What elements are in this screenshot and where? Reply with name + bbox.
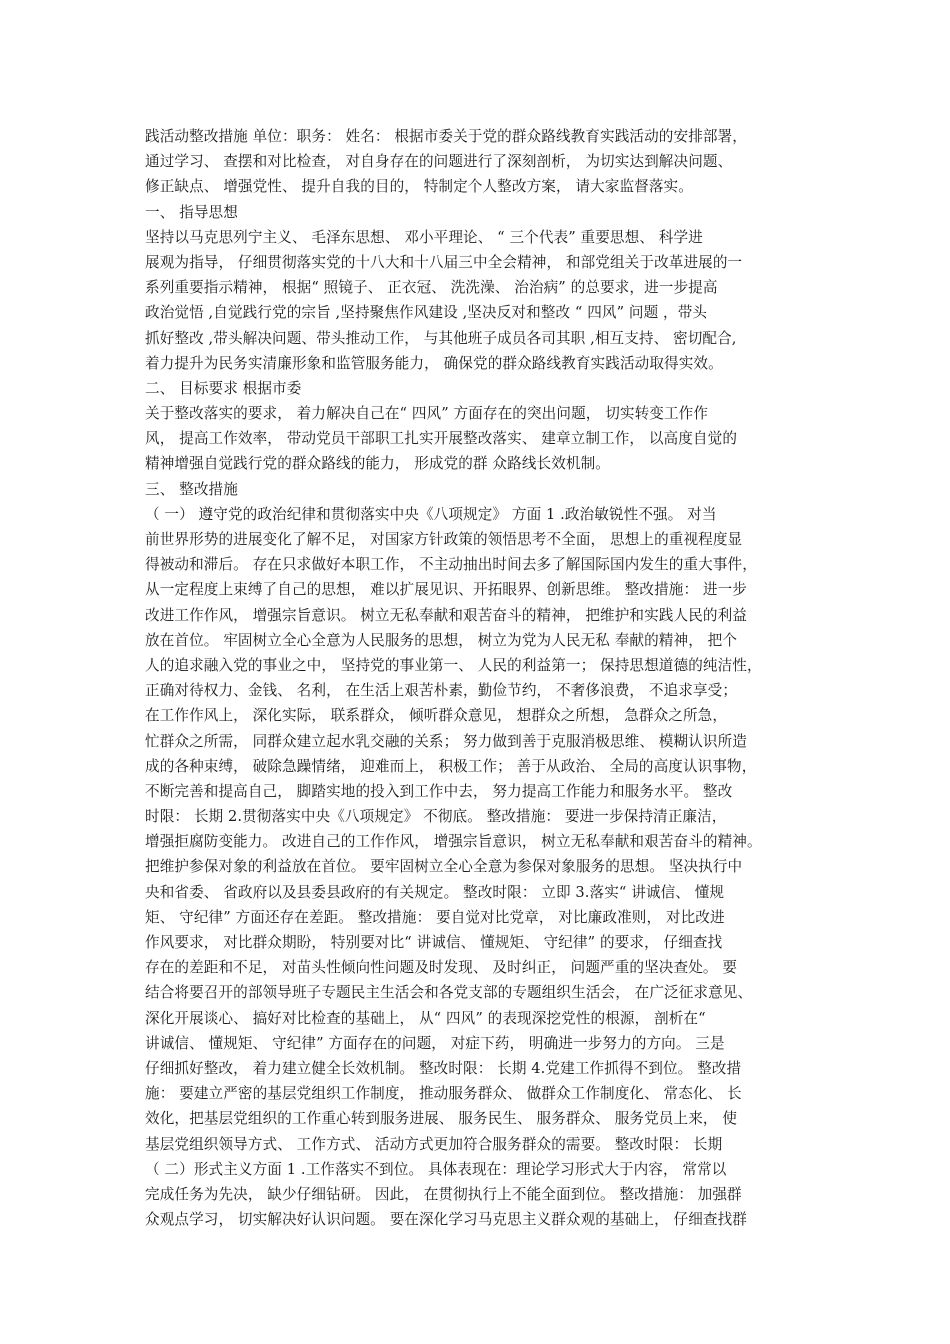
text-line: 作风要求， 对比群众期盼， 特别要对比“ 讲诚信、 懂规矩、 守纪律” 的要求， 仔细查找 xyxy=(145,934,723,951)
text-line: 存在的差距和不足， 对苗头性倾向性问题及时发现、 及时纠正， 问题严重的坚决查处。 要 xyxy=(145,959,738,977)
text-line: 得被动和滞后。 存在只求做好本职工作， 不主动抽出时间去多了解国际国内发生的重大事件， xyxy=(145,556,757,574)
text-line: 着力提升为民务实清廉形象和监管服务能力， 确保党的群众路线教育实践活动取得实效。 xyxy=(145,354,723,372)
text-line: 关于整改落实的要求， 着力解决自己在“ 四风” 方面存在的突出问题， 切实转变工作作 xyxy=(145,405,709,423)
text-line: 施： 要建立严密的基层党组织工作制度， 推动服务群众、 做群众工作制度化、 常态化、 长 xyxy=(145,1085,742,1103)
text-line: 一、 指导思想 xyxy=(145,203,238,221)
text-line: 放在首位。 牢固树立全心全意为人民服务的思想， 树立为党为人民无私 奉献的精神， 把个 xyxy=(145,631,738,649)
text-line: 效化，把基层党组织的工作重心转到服务进展、 服务民生、 服务群众、 服务党员上来， 使 xyxy=(145,1110,738,1128)
text-line: 央和省委、 省政府以及县委县政府的有关规定。 整改时限： 立即 3.落实“ 讲诚信、 懂规 xyxy=(145,883,725,901)
text-line: 通过学习、 查摆和对比检查， 对自身存在的问题进行了深刻剖析， 为切实达到解决问题、 xyxy=(145,153,733,171)
text-line: 把维护参保对象的利益放在首位。 要牢固树立全心全意为参保对象服务的思想。 坚决执行中 xyxy=(145,858,743,876)
text-line: 精神增强自觉践行党的群众路线的能力， 形成党的群 众路线长效机制。 xyxy=(145,455,610,473)
text-line: 忙群众之所需， 同群众建立起水乳交融的关系； 努力做到善于克服消极思维、 模糊认识所造 xyxy=(145,732,747,750)
text-line: 增强拒腐防变能力。 改进自己的工作作风， 增强宗旨意识， 树立无私奉献和艰苦奋斗的精神。 xyxy=(145,833,762,851)
text-line: 践活动整改措施 单位：职务： 姓名： 根据市委关于党的群众路线教育实践活动的安排部署， xyxy=(145,128,747,145)
text-line: 从一定程度上束缚了自己的思想， 难以扩展见识、开拓眼界、创新思维。 整改措施： 进一步 xyxy=(145,581,747,599)
text-line: 结合将要召开的部领导班子专题民主生活会和各党支部的专题组织生活会， 在广泛征求意见、 xyxy=(145,984,753,1002)
text-line: 政治觉悟 ,自觉践行党的宗旨 ,坚持聚焦作风建设 ,坚决反对和整改 “ 四风” 问题 ，带头 xyxy=(145,304,708,322)
text-line: 不断完善和提高自己， 脚踏实地的投入到工作中去， 努力提高工作能力和服务水平。 整改 xyxy=(145,782,733,800)
text-line: 在工作作风上， 深化实际， 联系群众， 倾听群众意见， 想群众之所想， 急群众之所急， xyxy=(145,707,728,725)
text-line: 深化开展谈心、 搞好对比检查的基础上， 从“ 四风” 的表现深挖党性的根源， 剖析在“ xyxy=(145,1009,706,1027)
text-line: 前世界形势的进展变化了解不足， 对国家方针政策的领悟思考不全面， 思想上的重视程度显 xyxy=(145,531,743,548)
text-line: 修正缺点、 增强党性、 提升自我的目的， 特制定个人整改方案， 请大家监督落实。 xyxy=(145,178,693,196)
text-line: 正确对待权力、金钱、 名利， 在生活上艰苦朴素，勤俭节约， 不奢侈浪费， 不追求享受； xyxy=(145,682,738,700)
text-line: 抓好整改 ,带头解决问题、带头推动工作， 与其他班子成员各司其职 ,相互支持、 密切配合, xyxy=(145,329,737,347)
text-line: 仔细抓好整改， 着力建立健全长效机制。 整改时限： 长期 4.党建工作抓得不到位。 整改措 xyxy=(145,1059,742,1077)
text-line: 基层党组织领导方式、 工作方式、 活动方式更加符合服务群众的需要。 整改时限： 长期 xyxy=(145,1135,723,1153)
text-line: 展观为指导， 仔细贯彻落实党的十八大和十八届三中全会精神， 和部党组关于改革进展的一 xyxy=(145,253,743,271)
text-line: 系列重要指示精神， 根据“ 照镜子、 正衣冠、 洗洗澡、 治治病” 的总要求，进一步提高 xyxy=(145,279,718,297)
text-line: 二、 目标要求 根据市委 xyxy=(145,379,302,397)
text-line: （ 一） 遵守党的政治纪律和贯彻落实中央《八项规定》 方面 1 .政治敏锐性不强。 对当 xyxy=(145,505,717,523)
text-line: 完成任务为先决， 缺少仔细钻研。 因此， 在贯彻执行上不能全面到位。 整改措施： 加强群 xyxy=(145,1185,742,1203)
text-line: 矩、 守纪律” 方面还存在差距。 整改措施： 要自觉对比党章， 对比廉政准则， 对比改进 xyxy=(145,908,725,926)
text-line: 三、 整改措施 xyxy=(145,480,238,498)
text-line: 众观点学习， 切实解决好认识问题。 要在深化学习马克思主义群众观的基础上， 仔细查找群 xyxy=(145,1211,747,1229)
text-line: 坚持以马克思列宁主义、 毛泽东思想、 邓小平理论、 “ 三个代表” 重要思想、 科学进 xyxy=(145,228,703,246)
text-line: （ 二）形式主义方面 1 .工作落实不到位。 具体表现在：理论学习形式大于内容， 常常以 xyxy=(145,1160,727,1178)
text-line: 成的各种束缚， 破除急躁情绪， 迎难而上， 积极工作； 善于从政治、 全局的高度认识事物， xyxy=(145,757,757,775)
text-line: 改进工作作风， 增强宗旨意识。 树立无私奉献和艰苦奋斗的精神， 把维护和实践人民的利益 xyxy=(145,606,747,624)
text-line: 风， 提高工作效率， 带动党员干部职工扎实开展整改落实、 建章立制工作， 以高度自觉的 xyxy=(145,430,738,448)
text-line: 时限： 长期 2.贯彻落实中央《八项规定》 不彻底。 整改措施： 要进一步保持清正廉洁， xyxy=(145,808,727,826)
document-page xyxy=(145,124,817,1232)
text-line: 讲诚信、 懂规矩、 守纪律” 方面存在的问题， 对症下药， 明确进一步努力的方向。 三是 xyxy=(145,1034,725,1052)
text-line: 人的追求融入党的事业之中， 坚持党的事业第一、 人民的利益第一； 保持思想道德的纯洁性， xyxy=(145,656,762,674)
